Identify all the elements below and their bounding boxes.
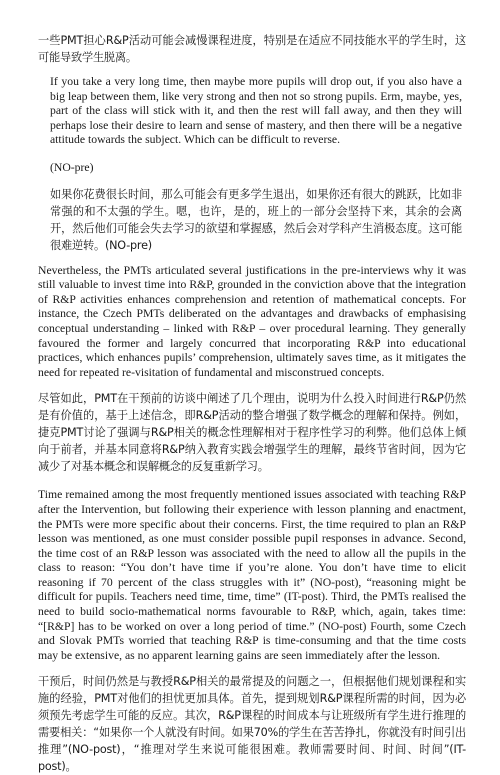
- paragraph-en-justifications: Nevertheless, the PMTs articulated several justifications in the pre-interviews why it was still valuable to invest time into R&P, grounded in the conviction above that the integration of R&P activities enhances comprehension and retention of mathematical concepts. For instance, the Czech PMTs deliberated on the advantages and drawbacks of emphasising conceptual understanding – linked with R&P – over procedural learning. They generally favoured the former and largely concurred that incorporating R&P into educational practices, which enhances pupils’ comprehension, ultimately saves time, as it mitigates the need for repeated re-visitation of fundamental and misconstrued concepts.: [38, 263, 466, 379]
- block-quote-zh: 如果你花费很长时间，那么可能会有更多学生退出，如果你还有很大的跳跃，比如非常强的和不太强的学生。嗯，也许，是的，班上的一部分会坚持下来，其余的会离开，然后他们可能会失去学习的欲望和掌握感，然后会对学科产生消极态度。这可能很难逆转。(NO-pre): [50, 187, 462, 252]
- block-quote-en: If you take a very long time, then maybe more pupils will drop out, if you also have a big leap between them, like very strong and then not so strong pupils. Erm, maybe, yes, part of the class will stick with it, and then the rest will fall away, and then they will perhaps lose their desire to learn and sense of mastery, and then there will be a negative attitude towards the subject. Which can be difficult to reverse.: [50, 75, 462, 147]
- paragraph-zh-intro: 一些PMT担心R&P活动可能会减慢课程进度，特别是在适应不同技能水平的学生时，这可能导致学生脱离。: [38, 34, 466, 64]
- paragraph-zh-justifications: 尽管如此，PMT在干预前的访谈中阐述了几个理由，说明为什么投入时间进行R&P仍然是有价值的，基于上述信念，即R&P活动的整合增强了数学概念的理解和保持。例如，捷克PMT讨论了强调与R&P相关的概念性理解相对于程序性学习的利弊。他们总体上倾向于前者，并基本同意将R&P纳入教育实践会增强学生的理解，最终节省时间，因为它减少了对基本概念和误解概念的反复重新学习。: [38, 392, 466, 474]
- paragraph-en-time-issues: Time remained among the most frequently mentioned issues associated with teaching R&P after the Intervention, but following their experience with lesson planning and enactment, the PMTs were more specific about their concerns. First, the time required to plan an R&P lesson was mentioned, as one must consider possible pupil responses in advance. Second, the time cost of an R&P lesson was associated with the need to allow all the pupils in the class to reason: “You don’t have time if you’re alone. You don’t have time to elicit reasoning if 70 percent of the class struggles with it” (NO-post), “reasoning might be difficult for pupils. Teachers need time, time, time” (IT-post). Third, the PMTs realised the need to build socio-mathematical norms favourable to R&P, which, again, takes time: “[R&P] has to be worked on over a long period of time.” (NO-post) Fourth, some Czech and Slovak PMTs worried that teaching R&P is time-consuming and that the time costs may be extensive, as no apparent learning gains are seen immediately after the lesson.: [38, 488, 466, 662]
- quote-source-label: (NO-pre): [50, 160, 94, 174]
- paragraph-zh-time-issues: 干预后，时间仍然是与教授R&P相关的最常提及的问题之一，但根据他们规划课程和实施的经验，PMT对他们的担忧更加具体。首先，提到规划R&P课程所需的时间，因为必须预先考虑学生可能的反应。其次，R&P课程的时间成本与让班级所有学生进行推理的需要相关：“如果你一个人就没有时间。如果70%的学生在苦苦挣扎，你就没有时间引出推理”(NO-post)，“推理对学生来说可能很困难。教师需要时间、时间、时间”(IT-post)。: [38, 675, 466, 774]
